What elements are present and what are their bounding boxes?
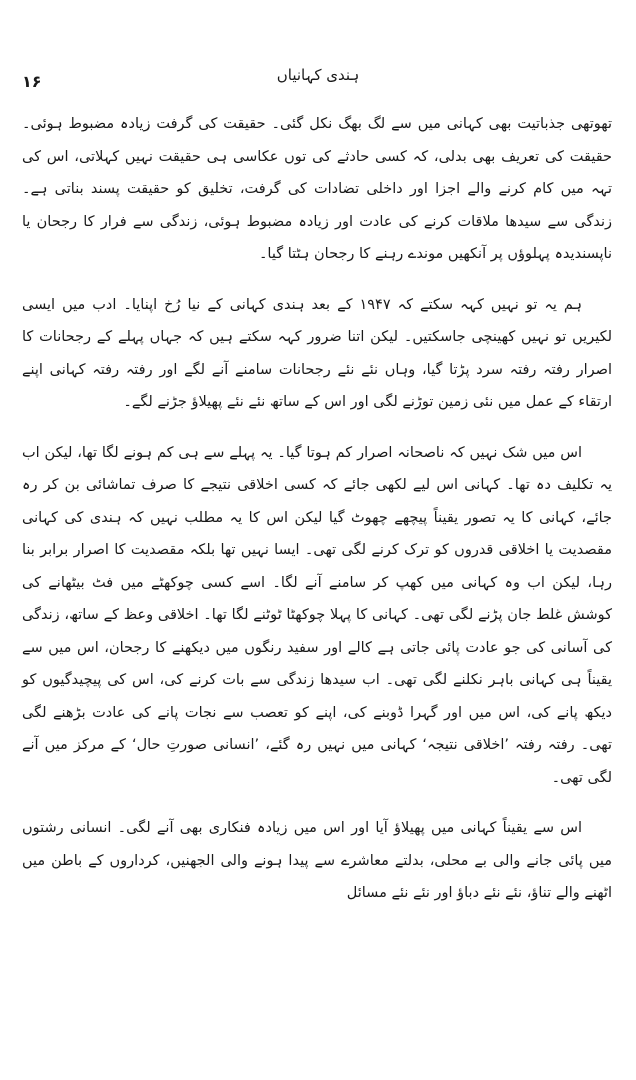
page-number: ۱۶	[22, 72, 42, 91]
running-header: ہندی کہانیاں	[276, 66, 360, 84]
paragraph-3: اس میں شک نہیں کہ ناصحانہ اصرار کم ہوتا گیا۔ یہ پہلے سے ہی کم ہونے لگا تھا، لیکن اب یہ تکلیف دہ تھا۔ کہانی اس لیے لکھی جائے کہ کسی اخلاقی نتیجے کا صرف تماشائی بن کر رہ جائے، کہانی کا یہ تصور یقیناً پیچھے چھوٹ گیا لیکن اس کا یہ مطلب نہیں کہ ہندی کی کہانی مقصدیت یا اخلاقی قدروں کو ترک کرنے لگی تھی۔ ایسا نہیں تھا بلکہ مقصدیت کا اصرار برابر بنا رہا، لیکن اب وہ کہانی میں کھپ کر سامنے آنے لگا۔ اسے کسی چوکھٹے میں فٹ بیٹھانے کی کوشش غلط جان پڑنے لگی تھی۔ کہانی کا پہلا چوکھٹا ٹوٹنے لگا تھا۔ اخلاقی وعظ کے ساتھ، زندگی کی آسانی کی جو عادت پائی جاتی ہے کالے اور سفید رنگوں میں دیکھنے کا رجحان، اس میں سے یقیناً ہی کہانی باہر نکلنے لگی تھی۔ اب سیدھا زندگی سے بات کرنے کی، اس کی پیچیدگیوں کو دیکھ پانے کی، اس میں اور گہرا ڈوبنے کی، اپنے کو تعصب سے نجات پانے کی عادت بڑھنے لگی تھی۔ رفتہ رفتہ ’اخلاقی نتیجہ‘ کہانی میں نہیں رہ گئے، ’انسانی صورتِ حال‘ کے مرکز میں آنے لگی تھی۔	[22, 444, 612, 786]
paragraph-2: ہم یہ تو نہیں کہہ سکتے کہ ۱۹۴۷ کے بعد ہندی کہانی کے نیا رُخ اپنایا۔ ادب میں ایسی لکیریں تو نہیں کھینچی جاسکتیں۔ لیکن اتنا ضرور کہہ سکتے ہیں کہ جہاں پہلے کے رجحانات کا اصرار رفتہ رفتہ سرد پڑتا گیا، وہاں نئے نئے رجحانات سامنے آنے لگے اور رفتہ رفتہ کہانی اپنے ارتقاء کے عمل میں نئی زمین توڑنے لگی اور اس کے ساتھ نئے نئے پھیلاؤ جڑنے لگے۔	[22, 296, 612, 410]
paragraph-4: اس سے یقیناً کہانی میں پھیلاؤ آیا اور اس میں زیادہ فنکاری بھی آنے لگی۔ انسانی رشتوں میں پائی جانے والی بے محلی، بدلتے معاشرے سے پیدا ہونے والی الجھنیں، کرداروں کے باطن میں اٹھنے والے تناؤ، نئے نئے دباؤ اور نئے نئے مسائل	[22, 820, 612, 901]
paragraph-1: تھوتھی جذباتیت بھی کہانی میں سے لگ بھگ نکل گئی۔ حقیقت کی گرفت زیادہ مضبوط ہوئی۔ حقیقت کی تعریف بھی بدلی، کہ کسی حادثے کی توں عکاسی ہی حقیقت نہیں کہلاتی، اس کی تہہ میں کام کرنے والے اجزا اور داخلی تضادات کی گرفت، تخلیق کو حقیقت پسند بناتی ہے۔ زندگی سے سیدھا ملاقات کرنے کی عادت اور زیادہ مضبوط ہوئی، زندگی سے فرار کا رجحان یا ناپسندیدہ پہلوؤں پر آنکھیں موندے رہنے کا رجحان ہٹتا گیا۔	[22, 116, 612, 262]
body-text	[22, 108, 612, 910]
